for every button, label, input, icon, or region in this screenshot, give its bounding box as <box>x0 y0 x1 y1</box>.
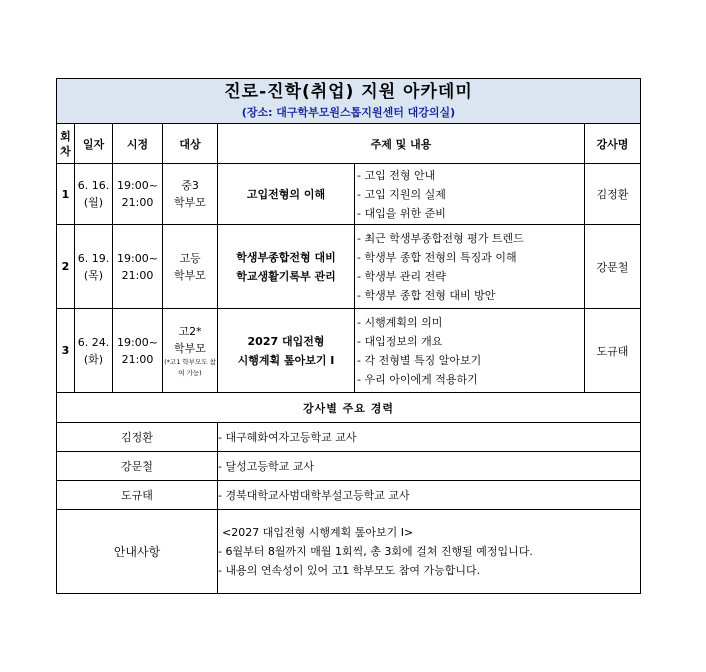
session-lecturer: 강문철 <box>585 225 641 309</box>
guide-line: - 내용의 연속성이 있어 고1 학부모도 참여 가능합니다. <box>218 564 481 577</box>
title-cell <box>57 79 641 124</box>
detail-item: - 고입 전형 안내 <box>357 168 436 182</box>
detail-item: - 학생부 관리 전략 <box>357 269 446 283</box>
header-target: 대상 <box>163 124 218 164</box>
header-topic: 주제 및 내용 <box>218 124 585 164</box>
session-target: 중3 학부모 <box>163 164 218 225</box>
session-details <box>355 225 585 309</box>
guide-label: 안내사항 <box>57 510 218 594</box>
session-lecturer: 도규태 <box>585 309 641 393</box>
detail-item: - 학생부 종합 전형의 특징과 이해 <box>357 250 517 264</box>
session-target-note: (*고1 학부모도 참여 가능) <box>164 357 216 377</box>
career-desc: - 달성고등학교 교사 <box>218 452 641 481</box>
career-section-row <box>57 393 641 423</box>
session-date: 6. 24. (화) <box>75 309 113 393</box>
detail-item: - 각 전형별 특징 알아보기 <box>357 353 482 367</box>
detail-item: - 최근 학생부종합전형 평가 트렌드 <box>357 231 524 245</box>
session-round: 2 <box>57 225 75 309</box>
header-date: 일자 <box>75 124 113 164</box>
header-lecturer: 강사명 <box>585 124 641 164</box>
session-target: 고등 학부모 <box>163 225 218 309</box>
career-name: 강문철 <box>57 452 218 481</box>
title-row <box>57 79 641 124</box>
session-lecturer: 김정환 <box>585 164 641 225</box>
session-row <box>57 309 641 393</box>
detail-item: - 고입 지원의 실제 <box>357 187 446 201</box>
header-round: 회차 <box>57 124 75 164</box>
career-desc: - 대구혜화여자고등학교 교사 <box>218 423 641 452</box>
session-topic: 고입전형의 이해 <box>218 164 355 225</box>
session-topic: 2027 대입전형 시행계획 톺아보기 Ⅰ <box>218 309 355 393</box>
session-time: 19:00~ 21:00 <box>113 164 163 225</box>
detail-item: - 우리 아이에게 적용하기 <box>357 372 478 386</box>
session-date: 6. 16. (월) <box>75 164 113 225</box>
career-row <box>57 423 641 452</box>
venue-text: (장소: 대구학부모원스톱지원센터 대강의실) <box>241 106 456 119</box>
session-date: 6. 19. (목) <box>75 225 113 309</box>
career-name: 김정환 <box>57 423 218 452</box>
session-time: 19:00~ 21:00 <box>113 225 163 309</box>
career-row <box>57 452 641 481</box>
guide-row <box>57 510 641 594</box>
career-row <box>57 481 641 510</box>
detail-item: - 대입을 위한 준비 <box>357 206 446 220</box>
page-title: 진로-진학(취업) 지원 아카데미 <box>224 82 473 102</box>
session-round: 3 <box>57 309 75 393</box>
session-row <box>57 164 641 225</box>
session-details <box>355 309 585 393</box>
session-topic: 학생부종합전형 대비 학교생활기록부 관리 <box>218 225 355 309</box>
session-row <box>57 225 641 309</box>
session-details <box>355 164 585 225</box>
career-name: 도규태 <box>57 481 218 510</box>
career-desc: - 경북대학교사범대학부설고등학교 교사 <box>218 481 641 510</box>
academy-schedule-table <box>56 78 641 594</box>
session-round: 1 <box>57 164 75 225</box>
guide-content <box>218 510 641 594</box>
detail-item: - 대입정보의 개요 <box>357 334 443 348</box>
detail-item: - 시행계획의 의미 <box>357 315 443 329</box>
session-target: 고2* 학부모 <box>174 324 206 355</box>
detail-item: - 학생부 종합 전형 대비 방안 <box>357 288 496 302</box>
session-time: 19:00~ 21:00 <box>113 309 163 393</box>
career-section-title: 강사별 주요 경력 <box>57 393 641 423</box>
header-time: 시정 <box>113 124 163 164</box>
session-target-cell <box>163 309 218 393</box>
guide-line: <2027 대입전형 시행계획 톺아보기 Ⅰ> <box>222 526 414 539</box>
header-row <box>57 124 641 164</box>
guide-line: - 6월부터 8월까지 매월 1회씩, 총 3회에 걸쳐 진행될 예정입니다. <box>218 545 533 558</box>
